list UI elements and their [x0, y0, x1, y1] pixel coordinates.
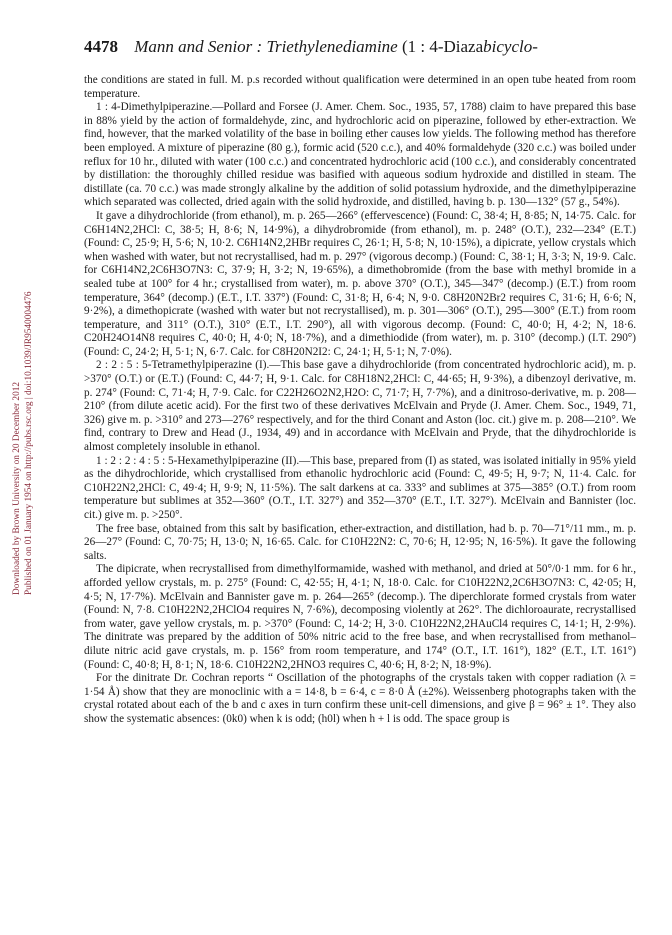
running-title-tail: bicyclo- [483, 37, 538, 56]
paragraph-dimethylpiperazine: 1 : 4-Dimethylpiperazine.—Pollard and Forsee (J. Amer. Chem. Soc., 1935, 57, 1788) claim to have prepared this base in 88% yield by the action of formaldehyde, zinc, and hydrochloric acid on piperazine, followed by ether-extraction. We find, however, that the marked volatility of the base in boiling ether causes low yields. The following method has therefore been employed. A mixture of piperazine (80 g.), formic acid (520 c.c.), and 40% formaldehyde (320 c.c.) was boiled under reflux for 10 hr., diluted with water (100 c.c.) and concentrated hydrochloric acid (100 c.c.), and considerably concentrated by distillation: the thoroughly chilled residue was basified with aqueous sodium hydroxide and distilled in steam. The distillate (ca. 70 c.c.) was made strongly alkaline by the addition of solid potassium hydroxide, and the dimethylpiperazine which separated was collected, dried again with the solid hydroxide, and distilled, having b. p. 130—132° (57 g., 54%). [84, 101, 636, 209]
paragraph-salts: The dipicrate, when recrystallised from dimethylformamide, washed with methanol, and dried at 50°/0·1 mm. for 6 hr., afforded yellow crystals, m. p. 275° (Found: C, 42·55; H, 4·1; N, 18·0. Calc. for C10H22N2,2C6H3O7N3: C, 42·05; H, 4·5; N, 17·7%). McElvain and Bannister gave m. p. 264—265° (decomp.). The diperchlorate formed crystals from water (Found: N, 7·8. C10H22N2,2HClO4 requires N, 7·6%), decomposing violently at 262°. The dichloroaurate, recrystallised from water, gave yellow crystals, m. p. >370° (Found: C, 14·2; H, 3·0. C10H22N2,2HAuCl4 requires C, 14·1; H, 2·9%). The dinitrate was prepared by the addition of 50% nitric acid to the free base, and when recrystallised from methanol–dilute nitric acid gave crystals, m. p. 156° from room temperature, and 174° (O.T., I.T. 161°), 182° (E.T., I.T. 161°) (Found: C, 40·8; H, 8·1; N, 18·6. C10H22N2,2HNO3 requires C, 40·6; H, 8·2; N, 18·9%). [84, 563, 636, 671]
paragraph-free-base: The free base, obtained from this salt by basification, ether-extraction, and distillation, had b. p. 70—71°/11 mm., m. p. 26—27° (Found: C, 70·75; H, 13·0; N, 16·65. Calc. for C10H22N2: C, 70·6; H, 12·95; N, 16·5%). It gave the following salts. [84, 522, 636, 562]
page-number: 4478 [84, 37, 118, 56]
margin-notes [2, 175, 36, 595]
publication-note: Published on 01 January 1954 on http://pubs.rsc.org | doi:10.1039/JR9540004476 [24, 291, 34, 595]
paragraph-tetramethylpiperazine: 2 : 2 : 5 : 5-Tetramethylpiperazine (I).—This base gave a dihydrochloride (from concentrated hydrochloric acid), m. p. >370° (O.T.) or (E.T.) (Found: C, 44·7; H, 9·1. Calc. for C8H18N2,2HCl: C, 44·65; H, 9·3%), a dibenzoyl derivative, m. p. 274° (Found: C, 71·4; H, 7·9. Calc. for C22H26O2N2,H2O: C, 71·7; H, 7·7%), and a dinitroso-derivative, m. p. 208—210° (from dilute acetic acid). For the first two of these derivatives McElvain and Pryde (J. Amer. Chem. Soc., 1949, 71, 326) give m. p. >310° and 273—276° respectively, and for the third Conant and Aston (loc. cit.) give m. p. 208—210°. We find, contrary to Drew and Head (J., 1934, 49) and in accordance with McElvain and Pryde, that the dihydrochloride is almost completely insoluble in ethanol. [84, 359, 636, 454]
paragraph-crystallography: For the dinitrate Dr. Cochran reports “ Oscillation of the photographs of the crystals taken with copper radiation (λ = 1·54 Å) show that they are monoclinic with a = 14·8, b = 6·4, c = 8·0 Å (±2%). Weissenberg photographs taken with the crystal rotated about each of the b and c axes in turn confirm these unit-cell dimensions, and give β = 96° ± 1°. They also show the systematic absences: (0k0) when k is odd; (h0l) when h + l is odd. The space group is [84, 672, 636, 725]
running-title: Mann and Senior : Triethylenediamine [134, 37, 398, 56]
paragraph-hexamethylpiperazine: 1 : 2 : 2 : 4 : 5 : 5-Hexamethylpiperazine (II).—This base, prepared from (I) as stated, was isolated initially in 95% yield as the dihydrochloride, which crystallised from ethanolic hydrochloric acid (Found: C, 49·5; H, 9·7; N, 11·4. Calc. for C10H22N2,2HCl: C, 49·4; H, 9·9; N, 11·5%). The salt darkens at ca. 333° and sublimes at 375—385° (O.T.) from room temperature but sublimes at 352—360° (O.T., I.T. 327°) and 352—370° (E.T., I.T. 327°). McElvain and Bannister (loc. cit.) give m. p. >250°. [84, 454, 636, 521]
running-header [84, 36, 644, 58]
article-body [84, 74, 636, 727]
download-note: Downloaded by Brown University on 20 December 2012 [12, 381, 22, 595]
paragraph-derivatives: It gave a dihydrochloride (from ethanol), m. p. 265—266° (effervescence) (Found: C, 38·4; H, 8·85; N, 14·75. Calc. for C6H14N2,2HCl: C, 38·5; H, 8·6; N, 14·9%), a dihydrobromide (from ethanol), m. p. 248° (O.T.), 232—234° (E.T.) (Found: C, 25·9; H, 5·6; N, 10·2. C6H14N2,2HBr requires C, 26·1; H, 5·8; N, 10·15%), a dipicrate, yellow crystals which when washed with water, but not recrystallised, had m. p. 297° (vigorous decomp.) (Found: C, 38·1; H, 3·3; N, 19·9. Calc. for C6H14N2,2C6H3O7N3: C, 37·9; H, 3·2; N, 19·65%), a dimethobromide (from the base with methyl bromide in a sealed tube at 100° for 4 hr.; crystallised from water), m. p. above 370° (O.T.), 345—347° (decomp.) (E.T.) from room temperature, 364° (decomp.) (E.T., I.T. 337°) (Found: C, 31·8; H, 6·4; N, 9·0. C8H20N2Br2 requires C, 31·6; H, 6·6; N, 9·2%), a dimethopicrate (washed with water but not recrystallised), m. p. 301—306° (O.T.), 295—300° (E.T.) from room temperature, and 311° (O.T.), 310° (E.T., I.T. 290°), all with vigorous decomp. (Found: C, 40·0; H, 4·2; N, 18·6. C20H24O14N8 requires C, 40·0; H, 4·0; N, 18·7%), and a dimethiodide (from water), m. p. 310° (decomp.) (I.T. 290°) (Found: C, 24·2; H, 5·1; N, 6·7. Calc. for C8H20N2I2: C, 24·1; H, 5·1; N, 7·0%). [84, 209, 636, 358]
paragraph-continuation: the conditions are stated in full. M. p.s recorded without qualification were determined in an open tube heated from room temperature. [84, 74, 636, 100]
running-title-compound: (1 : 4-Diaza [401, 37, 484, 56]
